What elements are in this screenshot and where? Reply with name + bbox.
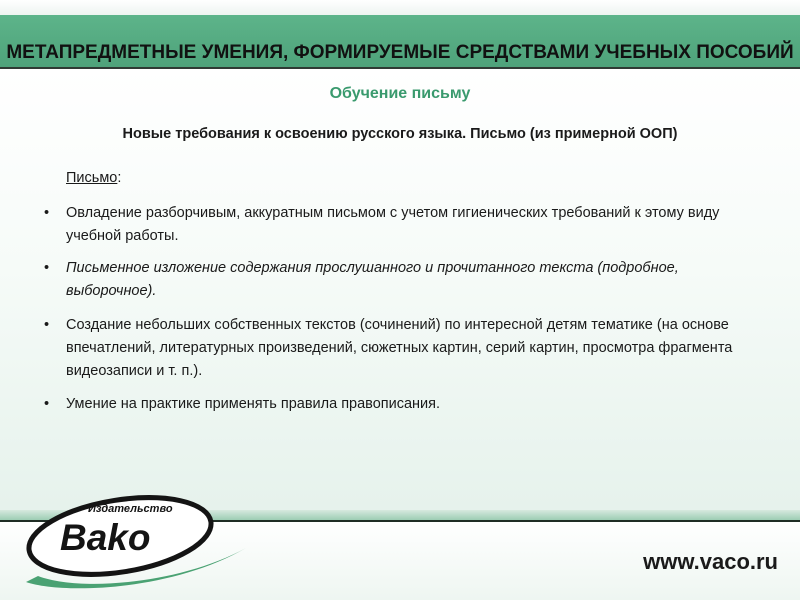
bullet-dot-icon: • bbox=[44, 205, 50, 221]
bullet-text: Письменное изложение содержания прослушанного и прочитанного текста (подробное, выборочное). bbox=[66, 260, 679, 299]
slide-subtitle: Обучение письму bbox=[329, 85, 471, 102]
section-label bbox=[66, 168, 121, 188]
logo-name: Bako bbox=[60, 517, 151, 558]
bullet-dot-icon: • bbox=[44, 396, 50, 412]
slide-title: МЕТАПРЕДМЕТНЫЕ УМЕНИЯ, ФОРМИРУЕМЫЕ СРЕДСТВАМИ УЧЕБНЫХ ПОСОБИЙ bbox=[6, 42, 794, 63]
publisher-logo bbox=[20, 494, 250, 594]
section-heading: Новые требования к освоению русского языка. Письмо (из примерной ООП) bbox=[122, 126, 678, 142]
footer-url[interactable]: www.vaco.ru bbox=[643, 549, 778, 574]
top-band bbox=[0, 0, 800, 15]
section-label-colon: : bbox=[117, 170, 122, 186]
bullet-dot-icon: • bbox=[44, 317, 50, 333]
bullet-text: Умение на практике применять правила правописания. bbox=[66, 396, 441, 412]
bullet-text: Овладение разборчивым, аккуратным письмом с учетом гигиенических требований к этому виду учебной работы. bbox=[66, 205, 720, 244]
section-label-text: Письмо bbox=[66, 170, 118, 186]
bullet-text: Создание небольших собственных текстов (сочинений) по интересной детям тематике (на основе впечатлений, литературных произведений, сюжетных картин, серий картин, просмотра фрагмента видеозаписи и т. п.). bbox=[66, 317, 733, 379]
bullet-dot-icon: • bbox=[44, 260, 50, 276]
logo-caption: Издательство bbox=[88, 503, 173, 515]
